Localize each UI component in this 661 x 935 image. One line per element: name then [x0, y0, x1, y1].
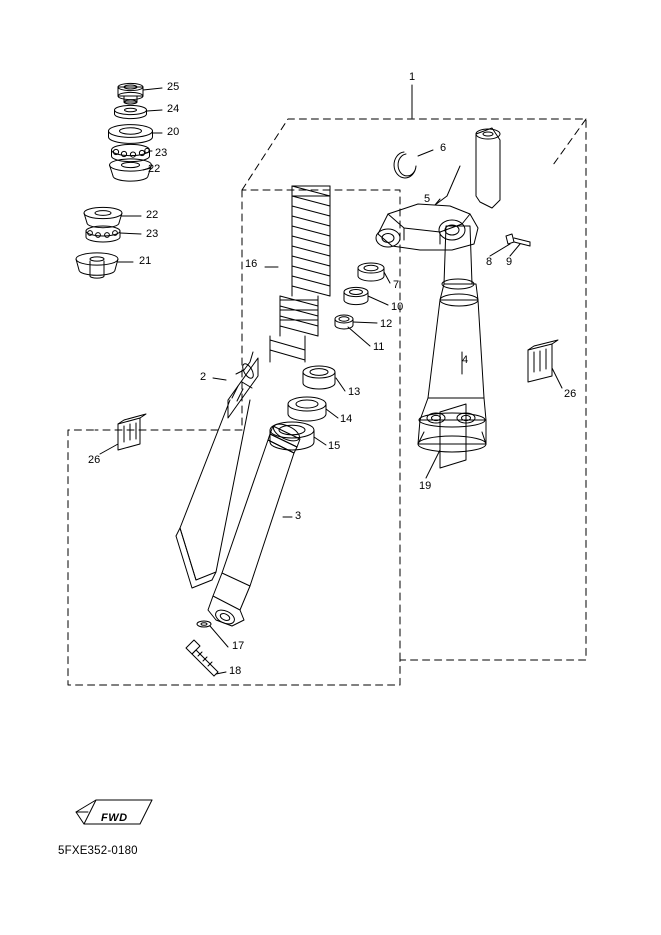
fwd-label: FWD — [101, 812, 128, 824]
callout-21: 21 — [139, 255, 152, 267]
leader-9 — [510, 244, 520, 256]
callout-24: 24 — [167, 103, 180, 115]
callout-2: 2 — [200, 371, 207, 383]
leader-14 — [326, 409, 338, 418]
callout-25: 25 — [167, 81, 180, 93]
leader-6 — [418, 150, 433, 156]
part-3-outer-tube-left — [208, 421, 302, 627]
leader-8 — [490, 244, 510, 256]
callout-11: 11 — [373, 341, 385, 353]
part-20-race — [109, 125, 153, 144]
steering-shaft — [476, 128, 500, 208]
callout-14: 14 — [340, 413, 353, 425]
leader-11 — [348, 327, 370, 346]
assembly-group-boundary — [68, 119, 586, 685]
callout-20: 20 — [167, 126, 180, 138]
leader-15 — [314, 437, 326, 445]
callout-22-upper: 22 — [148, 163, 161, 175]
callout-23-lower: 23 — [146, 228, 159, 240]
callout-4: 4 — [462, 354, 469, 366]
callout-10: 10 — [391, 301, 404, 313]
callout-17: 17 — [232, 640, 245, 652]
leader-5a — [435, 166, 460, 205]
leader-19 — [426, 450, 440, 478]
callout-6: 6 — [440, 142, 447, 154]
callout-26-left: 26 — [88, 454, 101, 466]
callout-16: 16 — [245, 258, 258, 270]
callout-3: 3 — [295, 510, 302, 522]
callout-22-lower: 22 — [146, 209, 159, 221]
part-code-label: 5FXE352-0180 — [58, 845, 138, 857]
callout-5: 5 — [424, 193, 431, 205]
callout-19: 19 — [419, 480, 432, 492]
part-24-washer — [115, 105, 147, 118]
callout-1: 1 — [409, 71, 416, 83]
part-22-cone-upper — [110, 159, 152, 181]
callout-8: 8 — [486, 256, 493, 268]
leader-10 — [368, 296, 388, 305]
part-13-bush — [303, 366, 335, 389]
leader-7 — [384, 272, 390, 283]
leader-17 — [210, 626, 228, 647]
leader-26b — [100, 444, 118, 454]
leader-26a — [552, 368, 562, 388]
part-26-label-left — [118, 414, 146, 450]
part-23-bearing-lower — [86, 226, 120, 242]
part-21-seal — [76, 253, 118, 278]
callout-12: 12 — [380, 318, 393, 330]
part-15-dust-seal — [270, 422, 314, 450]
leader-13 — [336, 378, 345, 391]
part-17-washer — [197, 621, 211, 627]
part-22-cone-lower — [84, 207, 122, 227]
leader-25 — [143, 88, 162, 90]
callout-23-upper: 23 — [155, 147, 168, 159]
part-2-inner-tube-left — [176, 352, 258, 588]
part-5-under-bracket — [376, 204, 478, 250]
part-12-ring — [335, 315, 353, 329]
part-25-cap — [118, 83, 143, 104]
part-10-bush — [344, 287, 368, 304]
leader-12 — [353, 322, 377, 323]
callout-13: 13 — [348, 386, 361, 398]
part-4-front-fork-right — [418, 226, 486, 452]
part-26-label-right — [528, 340, 558, 382]
leader-2 — [213, 378, 226, 380]
part-18-bolt — [186, 640, 218, 676]
callout-9: 9 — [506, 256, 513, 268]
callout-15: 15 — [328, 440, 341, 452]
callout-26-right: 26 — [564, 388, 577, 400]
callout-7: 7 — [393, 279, 400, 291]
part-14-oil-seal — [288, 397, 326, 421]
part-7-oil-seal — [358, 263, 384, 281]
leader-23b — [120, 233, 141, 234]
part-6-clip-ring — [394, 152, 416, 178]
callout-18: 18 — [229, 665, 242, 677]
part-16-fork-spring — [270, 186, 330, 362]
leader-24 — [147, 110, 162, 111]
